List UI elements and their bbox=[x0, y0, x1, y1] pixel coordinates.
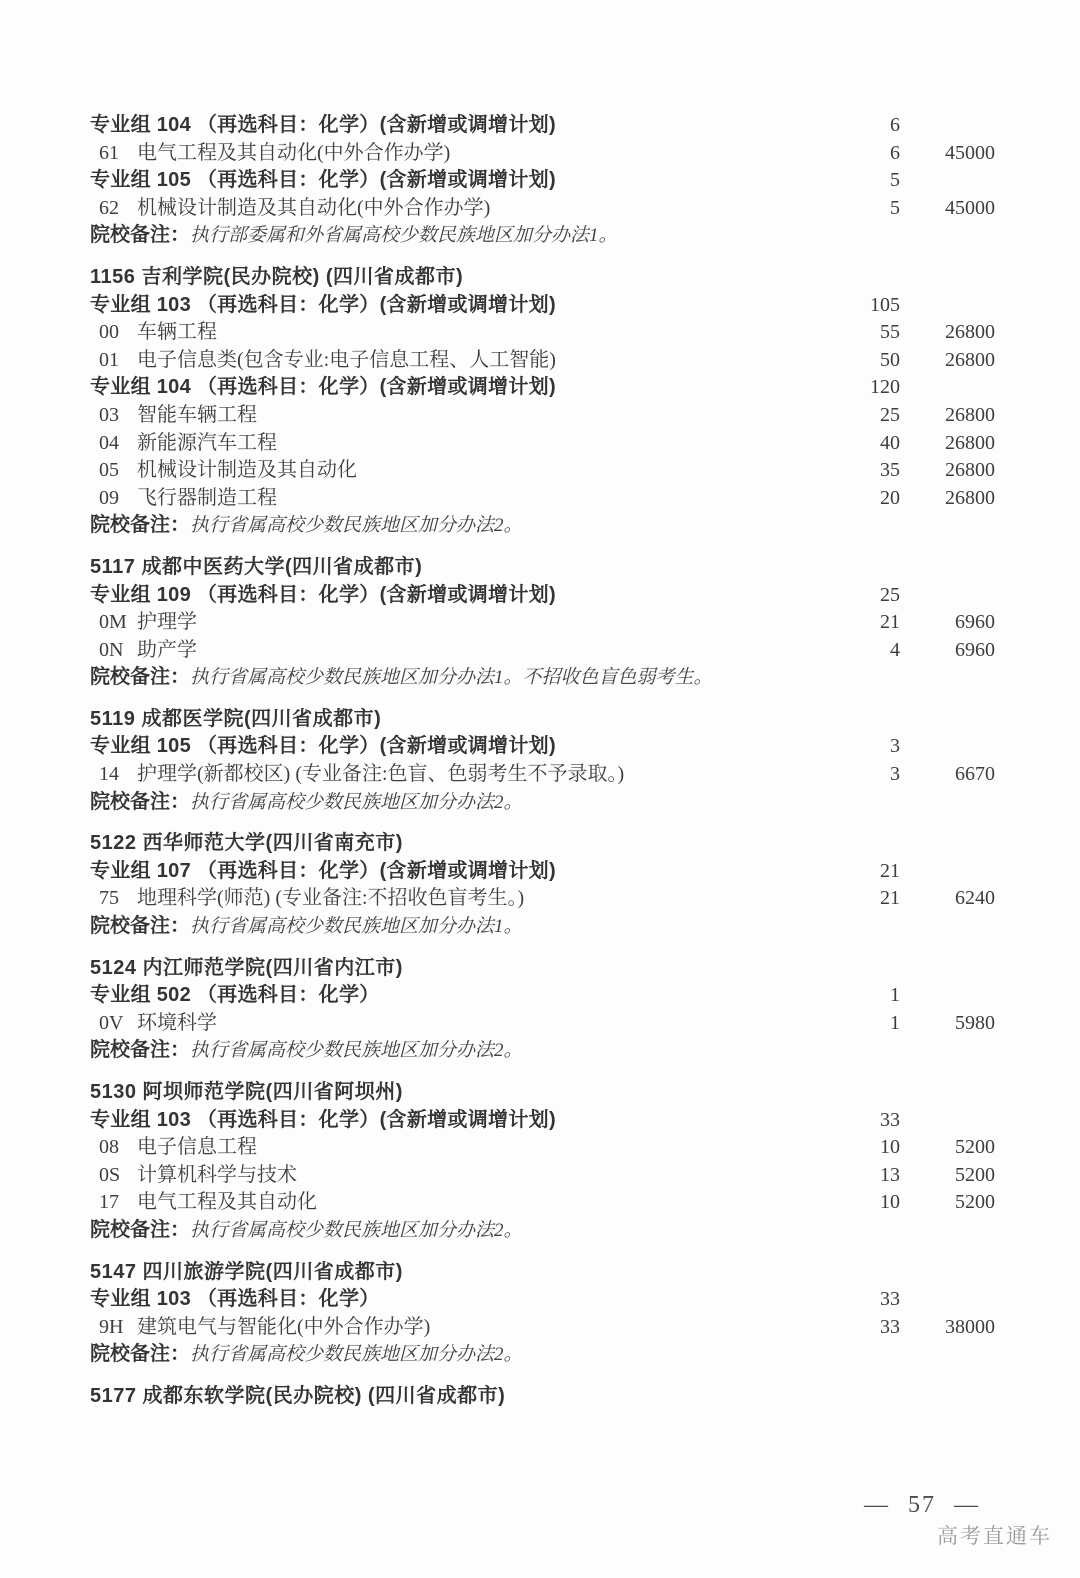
major-code: 01 bbox=[99, 348, 119, 371]
major-row bbox=[90, 637, 995, 665]
remark-row bbox=[90, 222, 995, 250]
university-header: 5147 四川旅游学院(四川省成都市) bbox=[90, 1260, 403, 1283]
major-code-name bbox=[90, 609, 820, 637]
major-quota: 3 bbox=[890, 763, 900, 786]
university-header-row bbox=[90, 1259, 995, 1287]
major-code: 62 bbox=[99, 196, 119, 219]
university-section bbox=[90, 955, 995, 1065]
university-section bbox=[90, 1383, 995, 1411]
major-code-name bbox=[90, 1162, 820, 1190]
major-group-row bbox=[90, 733, 995, 761]
major-group-label: 专业组 105 （再选科目：化学）(含新增或调增计划) bbox=[90, 169, 556, 192]
major-row bbox=[90, 347, 995, 375]
major-group-row bbox=[90, 858, 995, 886]
university-fee-cell bbox=[900, 1259, 995, 1287]
major-quota: 55 bbox=[880, 321, 900, 344]
university-section bbox=[90, 1259, 995, 1369]
university-header: 5119 成都医学院(四川省成都市) bbox=[90, 707, 382, 730]
major-fee: 26800 bbox=[945, 321, 995, 344]
major-fee: 45000 bbox=[945, 196, 995, 219]
remark-row bbox=[90, 512, 995, 540]
major-quota: 10 bbox=[880, 1136, 900, 1159]
major-name: 电子信息工程 bbox=[137, 1136, 257, 1159]
group-quota: 33 bbox=[880, 1108, 900, 1131]
major-group-row bbox=[90, 1107, 995, 1135]
major-group-label: 专业组 502 （再选科目：化学） bbox=[90, 984, 380, 1007]
university-section bbox=[90, 830, 995, 940]
major-code-name bbox=[90, 140, 820, 168]
major-fee: 5200 bbox=[955, 1136, 995, 1159]
remark-label: 院校备注： bbox=[90, 1039, 190, 1062]
university-quota-cell bbox=[820, 1383, 900, 1411]
major-quota: 21 bbox=[880, 887, 900, 910]
major-row bbox=[90, 1010, 995, 1038]
major-code: 09 bbox=[99, 486, 119, 509]
group-quota: 33 bbox=[880, 1288, 900, 1311]
group-fee bbox=[900, 1107, 995, 1135]
major-fee: 26800 bbox=[945, 486, 995, 509]
major-quota: 20 bbox=[880, 486, 900, 509]
major-code-name bbox=[90, 1189, 820, 1217]
major-code: 00 bbox=[99, 321, 119, 344]
group-fee bbox=[900, 1286, 995, 1314]
university-fee-cell bbox=[900, 554, 995, 582]
major-name: 电气工程及其自动化 bbox=[137, 1191, 317, 1214]
major-code-name bbox=[90, 885, 820, 913]
university-header-row bbox=[90, 830, 995, 858]
major-code: 0S bbox=[99, 1163, 121, 1186]
university-header-row bbox=[90, 1079, 995, 1107]
major-row bbox=[90, 1314, 995, 1342]
remark-label: 院校备注： bbox=[90, 1343, 190, 1366]
major-name: 智能车辆工程 bbox=[137, 403, 257, 426]
university-header: 5124 内江师范学院(四川省内江市) bbox=[90, 956, 403, 979]
major-row bbox=[90, 1134, 995, 1162]
major-fee: 26800 bbox=[945, 459, 995, 482]
major-group-label: 专业组 105 （再选科目：化学）(含新增或调增计划) bbox=[90, 735, 556, 758]
university-section bbox=[90, 112, 995, 250]
major-row bbox=[90, 319, 995, 347]
major-row bbox=[90, 140, 995, 168]
group-quota: 25 bbox=[880, 583, 900, 606]
major-code: 61 bbox=[99, 141, 119, 164]
remark-text: 执行省属高校少数民族地区加分办法1。 bbox=[190, 916, 523, 938]
university-quota-cell bbox=[820, 706, 900, 734]
university-quota-cell bbox=[820, 1079, 900, 1107]
major-row bbox=[90, 1162, 995, 1190]
group-fee bbox=[900, 982, 995, 1010]
major-group-label: 专业组 109 （再选科目：化学）(含新增或调增计划) bbox=[90, 583, 556, 606]
major-quota: 25 bbox=[880, 403, 900, 426]
group-quota: 3 bbox=[890, 735, 900, 758]
major-fee: 6670 bbox=[955, 763, 995, 786]
major-code-name bbox=[90, 430, 820, 458]
university-header-row bbox=[90, 955, 995, 983]
major-group-row bbox=[90, 167, 995, 195]
major-quota: 1 bbox=[890, 1011, 900, 1034]
university-fee-cell bbox=[900, 264, 995, 292]
remark-row bbox=[90, 1217, 995, 1245]
remark-row bbox=[90, 664, 995, 692]
major-row bbox=[90, 485, 995, 513]
university-fee-cell bbox=[900, 830, 995, 858]
major-fee: 6960 bbox=[955, 611, 995, 634]
major-row bbox=[90, 609, 995, 637]
major-group-row bbox=[90, 112, 995, 140]
major-code: 75 bbox=[99, 887, 119, 910]
remark-label: 院校备注： bbox=[90, 224, 190, 247]
major-code-name bbox=[90, 637, 820, 665]
university-fee-cell bbox=[900, 706, 995, 734]
university-header-row bbox=[90, 706, 995, 734]
remark-row bbox=[90, 789, 995, 817]
major-fee: 5200 bbox=[955, 1191, 995, 1214]
major-code-name bbox=[90, 761, 820, 789]
page-number: — 57 — bbox=[864, 1492, 980, 1518]
major-code-name bbox=[90, 347, 820, 375]
major-code-name bbox=[90, 457, 820, 485]
major-quota: 40 bbox=[880, 431, 900, 454]
major-fee: 26800 bbox=[945, 431, 995, 454]
major-name: 建筑电气与智能化(中外合作办学) bbox=[137, 1315, 431, 1338]
university-header: 5177 成都东软学院(民办院校) (四川省成都市) bbox=[90, 1384, 506, 1407]
major-quota: 35 bbox=[880, 459, 900, 482]
major-name: 助产学 bbox=[137, 638, 197, 661]
major-quota: 13 bbox=[880, 1163, 900, 1186]
university-fee-cell bbox=[900, 1079, 995, 1107]
major-code-name bbox=[90, 319, 820, 347]
major-code: 0N bbox=[99, 638, 124, 661]
remark-text: 执行省属高校少数民族地区加分办法2。 bbox=[190, 515, 523, 537]
watermark-gaokao-zhitongche: 高考直通车 bbox=[937, 1525, 1052, 1548]
university-header-row bbox=[90, 264, 995, 292]
major-code: 0M bbox=[99, 611, 127, 634]
remark-text: 执行部委属和外省属高校少数民族地区加分办法1。 bbox=[190, 225, 618, 247]
major-code: 05 bbox=[99, 459, 119, 482]
major-code-name bbox=[90, 1314, 820, 1342]
remark-text: 执行省属高校少数民族地区加分办法2。 bbox=[190, 1219, 523, 1241]
university-quota-cell bbox=[820, 830, 900, 858]
major-group-row bbox=[90, 982, 995, 1010]
major-fee: 6240 bbox=[955, 887, 995, 910]
major-group-row bbox=[90, 1286, 995, 1314]
major-code: 0V bbox=[99, 1011, 124, 1034]
major-name: 护理学 bbox=[137, 611, 197, 634]
major-code: 14 bbox=[99, 763, 119, 786]
major-group-label: 专业组 103 （再选科目：化学） bbox=[90, 1288, 380, 1311]
university-section bbox=[90, 554, 995, 692]
university-quota-cell bbox=[820, 264, 900, 292]
major-quota: 33 bbox=[880, 1315, 900, 1338]
group-fee bbox=[900, 858, 995, 886]
major-quota: 6 bbox=[890, 141, 900, 164]
major-code: 17 bbox=[99, 1191, 119, 1214]
major-fee: 45000 bbox=[945, 141, 995, 164]
university-quota-cell bbox=[820, 554, 900, 582]
major-fee: 26800 bbox=[945, 403, 995, 426]
major-code-name bbox=[90, 485, 820, 513]
group-quota: 6 bbox=[890, 114, 900, 136]
major-group-label: 专业组 103 （再选科目：化学）(含新增或调增计划) bbox=[90, 1108, 556, 1131]
group-fee bbox=[900, 374, 995, 402]
major-name: 机械设计制造及其自动化(中外合作办学) bbox=[137, 196, 491, 219]
major-code-name bbox=[90, 1134, 820, 1162]
university-header-row bbox=[90, 554, 995, 582]
major-fee: 26800 bbox=[945, 348, 995, 371]
major-name: 新能源汽车工程 bbox=[137, 431, 277, 454]
group-quota: 1 bbox=[890, 984, 900, 1007]
major-name: 电气工程及其自动化(中外合作办学) bbox=[137, 141, 451, 164]
major-code-name bbox=[90, 1010, 820, 1038]
university-quota-cell bbox=[820, 1259, 900, 1287]
university-header: 5122 西华师范大学(四川省南充市) bbox=[90, 832, 403, 855]
major-fee: 6960 bbox=[955, 638, 995, 661]
university-header: 1156 吉利学院(民办院校) (四川省成都市) bbox=[90, 265, 464, 288]
major-fee: 5200 bbox=[955, 1163, 995, 1186]
university-header: 5117 成都中医药大学(四川省成都市) bbox=[90, 555, 423, 578]
university-section bbox=[90, 706, 995, 816]
major-name: 飞行器制造工程 bbox=[137, 486, 277, 509]
group-fee bbox=[900, 733, 995, 761]
group-fee bbox=[900, 112, 995, 140]
group-quota: 105 bbox=[870, 293, 900, 316]
university-fee-cell bbox=[900, 955, 995, 983]
university-header-row bbox=[90, 1383, 995, 1411]
major-fee: 5980 bbox=[955, 1011, 995, 1034]
remark-text: 执行省属高校少数民族地区加分办法2。 bbox=[190, 1344, 523, 1366]
major-quota: 4 bbox=[890, 638, 900, 661]
group-fee bbox=[900, 167, 995, 195]
remark-text: 执行省属高校少数民族地区加分办法1。不招收色盲色弱考生。 bbox=[190, 667, 713, 689]
major-group-row bbox=[90, 374, 995, 402]
major-group-label: 专业组 104 （再选科目：化学）(含新增或调增计划) bbox=[90, 114, 556, 136]
group-quota: 5 bbox=[890, 169, 900, 192]
major-name: 机械设计制造及其自动化 bbox=[137, 459, 357, 482]
major-code-name bbox=[90, 195, 820, 223]
major-code-name bbox=[90, 402, 820, 430]
university-quota-cell bbox=[820, 955, 900, 983]
remark-text: 执行省属高校少数民族地区加分办法2。 bbox=[190, 1040, 523, 1062]
major-quota: 21 bbox=[880, 611, 900, 634]
group-fee bbox=[900, 292, 995, 320]
major-quota: 5 bbox=[890, 196, 900, 219]
major-quota: 10 bbox=[880, 1191, 900, 1214]
major-name: 计算机科学与技术 bbox=[137, 1163, 297, 1186]
major-name: 地理科学(师范) (专业备注:不招收色盲考生。) bbox=[137, 887, 525, 910]
major-group-row bbox=[90, 292, 995, 320]
major-name: 车辆工程 bbox=[137, 321, 217, 344]
remark-text: 执行省属高校少数民族地区加分办法2。 bbox=[190, 791, 523, 813]
remark-label: 院校备注： bbox=[90, 1218, 190, 1241]
major-name: 电子信息类(包含专业:电子信息工程、人工智能) bbox=[137, 348, 556, 371]
remark-label: 院校备注： bbox=[90, 790, 190, 813]
major-group-label: 专业组 104 （再选科目：化学）(含新增或调增计划) bbox=[90, 376, 556, 399]
major-row bbox=[90, 430, 995, 458]
major-row bbox=[90, 402, 995, 430]
remark-label: 院校备注： bbox=[90, 666, 190, 689]
major-row bbox=[90, 885, 995, 913]
university-section bbox=[90, 264, 995, 540]
major-row bbox=[90, 1189, 995, 1217]
remark-label: 院校备注： bbox=[90, 915, 190, 938]
major-code: 03 bbox=[99, 403, 119, 426]
group-fee bbox=[900, 582, 995, 610]
remark-row bbox=[90, 913, 995, 941]
admission-plan-list bbox=[90, 112, 995, 1411]
major-fee: 38000 bbox=[945, 1315, 995, 1338]
major-group-label: 专业组 103 （再选科目：化学）(含新增或调增计划) bbox=[90, 293, 556, 316]
university-section bbox=[90, 1079, 995, 1245]
remark-label: 院校备注： bbox=[90, 514, 190, 537]
university-header: 5130 阿坝师范学院(四川省阿坝州) bbox=[90, 1081, 403, 1103]
major-code: 08 bbox=[99, 1136, 119, 1159]
major-code: 9H bbox=[99, 1315, 124, 1338]
major-code: 04 bbox=[99, 431, 119, 454]
major-row bbox=[90, 761, 995, 789]
remark-row bbox=[90, 1037, 995, 1065]
major-row bbox=[90, 457, 995, 485]
major-group-row bbox=[90, 582, 995, 610]
remark-row bbox=[90, 1341, 995, 1369]
major-quota: 50 bbox=[880, 348, 900, 371]
major-name: 环境科学 bbox=[137, 1011, 217, 1034]
university-fee-cell bbox=[900, 1383, 995, 1411]
group-quota: 21 bbox=[880, 859, 900, 882]
major-name: 护理学(新都校区) (专业备注:色盲、色弱考生不予录取。) bbox=[137, 763, 625, 786]
major-row bbox=[90, 195, 995, 223]
group-quota: 120 bbox=[870, 376, 900, 399]
major-group-label: 专业组 107 （再选科目：化学）(含新增或调增计划) bbox=[90, 859, 556, 882]
